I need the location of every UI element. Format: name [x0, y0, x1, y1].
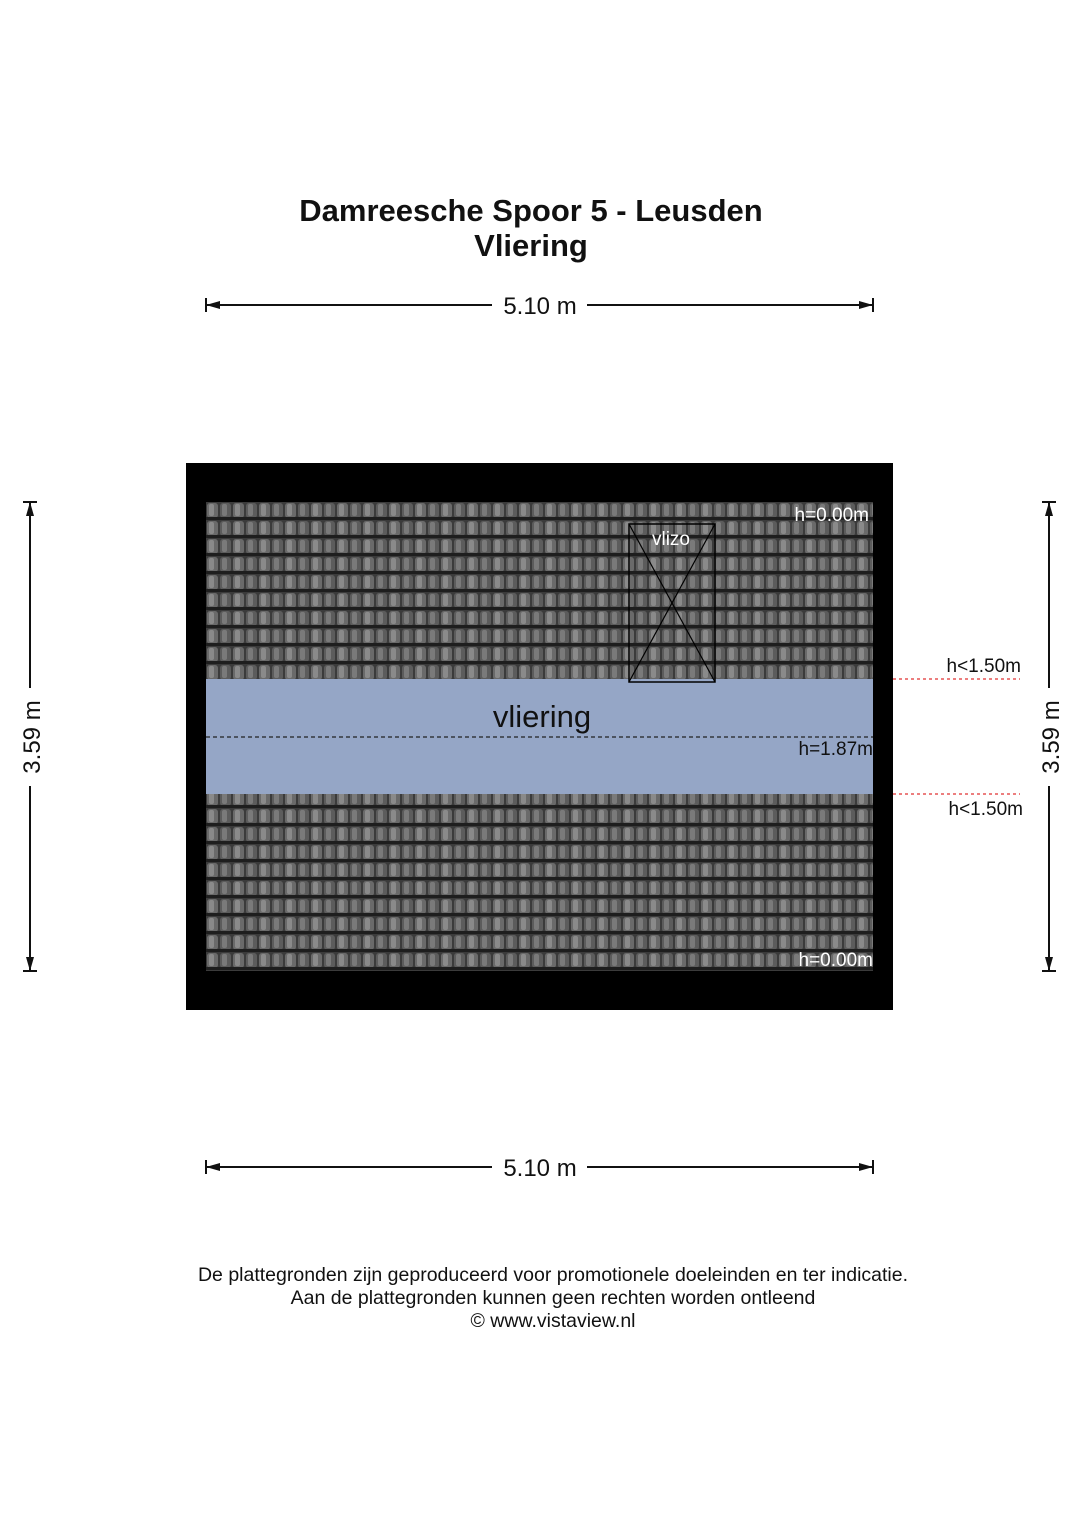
bottom-dimension [206, 1155, 873, 1182]
page-title: Damreesche Spoor 5 - Leusden [299, 193, 763, 228]
disclaimer-line-1: De plattegronden zijn geproduceerd voor promotionele doeleinden en ter indicatie. [197, 1264, 909, 1286]
hatch-label: vlizo [651, 529, 691, 550]
top-dimension [206, 293, 873, 320]
left-dimension-label: 3.59 m [19, 700, 46, 774]
disclaimer-line-2: Aan de plattegronden kunnen geen rechten worden ontleend [290, 1287, 816, 1309]
room-name: vliering [492, 699, 592, 734]
copyright: © www.vistaview.nl [470, 1310, 636, 1332]
height-limit-upper-label: h<1.50m [946, 656, 1021, 677]
height-center-label: h=1.87m [798, 739, 873, 760]
bottom-dimension-label: 5.10 m [503, 1155, 577, 1182]
height-limit-lower-label: h<1.50m [948, 799, 1023, 820]
left-dimension [19, 502, 46, 971]
right-dimension [1038, 502, 1065, 971]
height-bottom-label: h=0.00m [798, 950, 873, 971]
right-dimension-label: 3.59 m [1038, 700, 1065, 774]
floor-name: Vliering [474, 228, 588, 263]
height-top-label: h=0.00m [794, 505, 869, 526]
top-dimension-label: 5.10 m [503, 293, 577, 320]
